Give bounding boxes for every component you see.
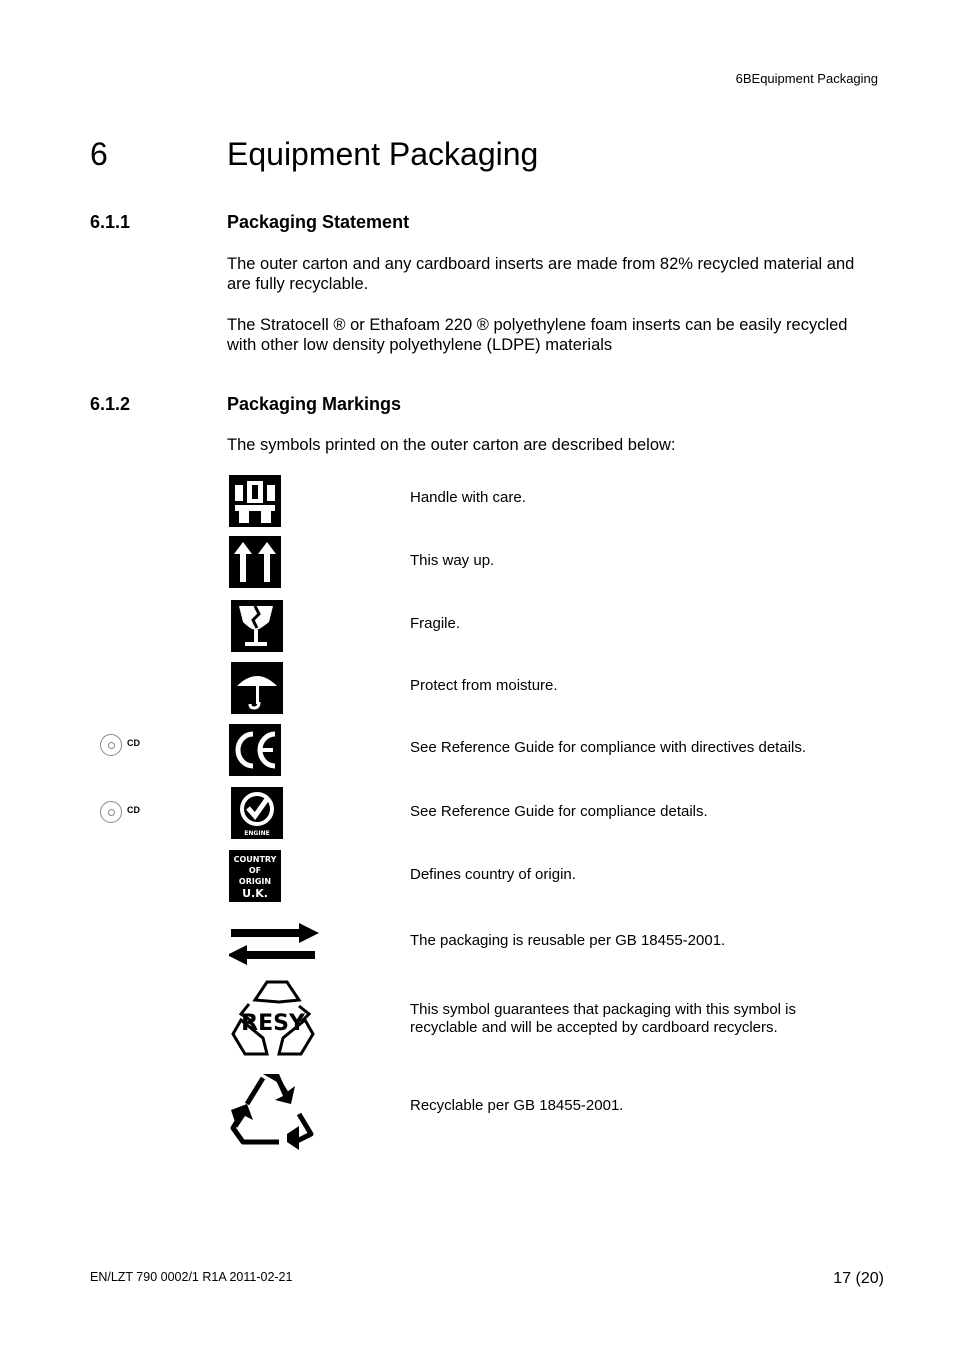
symbol-description: See Reference Guide for compliance with directives details.	[410, 739, 807, 756]
compliance-check-icon	[229, 787, 283, 839]
section-title: Packaging Statement	[227, 212, 410, 232]
chapter-number: 6	[90, 136, 108, 172]
icon-line: ORIGIN	[238, 877, 272, 886]
this-way-up-icon	[229, 536, 281, 588]
symbol-description: This symbol guarantees that packaging with this symbol is recyclable and will be accepted by cardboard recyclers.	[410, 1001, 797, 1036]
icon-line: OF	[248, 866, 262, 875]
icon-caption: ENGINE	[244, 830, 270, 837]
paragraph: The symbols printed on the outer carton are described below:	[227, 436, 676, 454]
icon-line: U.K.	[242, 887, 268, 900]
running-header: 6BEquipment Packaging	[735, 71, 878, 86]
paragraph: The Stratocell ® or Ethafoam 220 ® polyethylene foam inserts can be easily recycled with other low density polyethylene (LDPE) materials	[227, 316, 848, 354]
handle-with-care-icon	[229, 475, 281, 527]
symbol-description: See Reference Guide for compliance details.	[410, 803, 708, 820]
paragraph: The outer carton and any cardboard inserts are made from 82% recycled material and are fully recyclable.	[227, 255, 855, 293]
protect-from-moisture-icon	[229, 662, 283, 714]
resy-recycle-icon	[229, 978, 317, 1062]
recycle-triangle-icon	[229, 1070, 317, 1150]
symbol-description: Handle with care.	[410, 489, 526, 506]
symbol-description: This way up.	[410, 552, 495, 569]
footer-document-id	[90, 1270, 292, 1284]
cd-label: CD	[127, 805, 140, 815]
chapter-title: Equipment Packaging	[227, 136, 539, 172]
country-of-origin-icon	[229, 850, 281, 902]
cd-reference-icon	[100, 734, 144, 758]
page-number: 17 (20)	[833, 1270, 884, 1287]
section-title: Packaging Markings	[227, 394, 402, 414]
cd-label: CD	[127, 738, 140, 748]
reusable-arrows-icon	[229, 921, 321, 967]
icon-line: COUNTRY	[233, 855, 277, 864]
symbol-description: Recyclable per GB 18455-2001.	[410, 1097, 624, 1114]
symbol-description: Defines country of origin.	[410, 866, 576, 883]
cd-reference-icon	[100, 801, 144, 825]
section-number: 6.1.1	[90, 212, 131, 232]
section-number: 6.1.2	[90, 394, 131, 414]
symbol-description: Fragile.	[410, 615, 461, 632]
document-date: 2011-02-21	[229, 1270, 293, 1284]
fragile-icon	[229, 600, 283, 652]
icon-caption: RESY	[241, 1011, 305, 1036]
symbol-description: The packaging is reusable per GB 18455-2001.	[410, 932, 726, 949]
document-id: EN/LZT 790 0002/1 R1A	[90, 1270, 226, 1284]
symbol-description: Protect from moisture.	[410, 677, 558, 694]
ce-mark-icon	[229, 724, 281, 776]
